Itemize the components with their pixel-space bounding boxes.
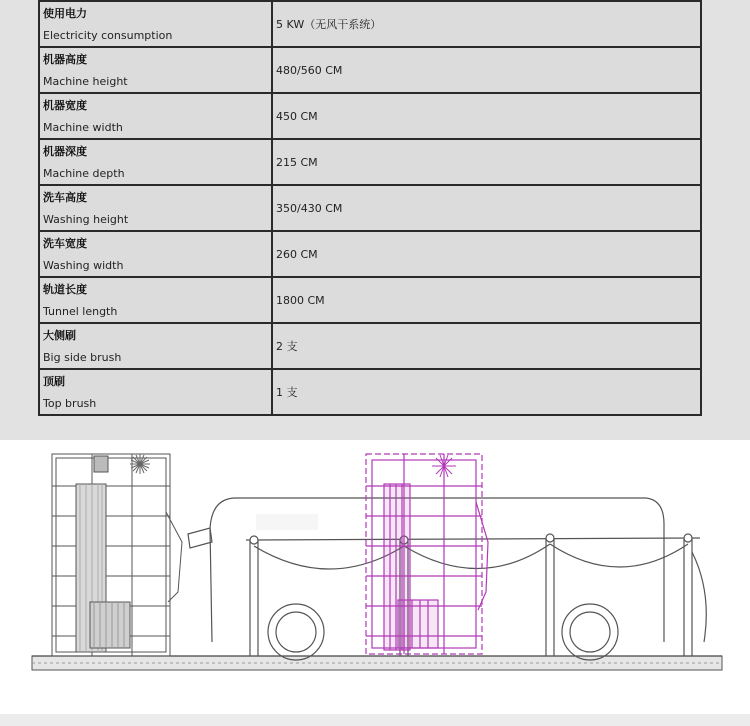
spec-value: 350/430 CM — [272, 185, 701, 231]
spec-row-washing-height — [39, 185, 701, 231]
spec-label — [39, 1, 272, 47]
top-brush-icon — [130, 454, 150, 474]
wash-machine-left — [52, 454, 182, 656]
spec-label-en: Big side brush — [43, 350, 122, 364]
wash-machine-magenta — [366, 454, 488, 654]
spec-label-en: Top brush — [43, 396, 97, 410]
spec-table — [38, 0, 702, 416]
spec-label — [39, 277, 272, 323]
spec-label — [39, 231, 272, 277]
spec-row-big-side-brush — [39, 323, 701, 369]
car-wash-diagram — [0, 442, 750, 726]
spec-value: 450 CM — [272, 93, 701, 139]
spec-value: 215 CM — [272, 139, 701, 185]
spec-label-cn: 机器深度 — [43, 144, 87, 158]
spec-label-en: Washing width — [43, 258, 124, 272]
spec-row-machine-height — [39, 47, 701, 93]
spec-label-cn: 使用电力 — [43, 6, 87, 20]
spec-value: 480/560 CM — [272, 47, 701, 93]
spec-label-en: Tunnel length — [43, 304, 118, 318]
spec-value: 2 支 — [272, 323, 701, 369]
spec-label-en: Washing height — [43, 212, 129, 226]
spec-value: 5 KW（无风干系统） — [272, 1, 701, 47]
spec-label — [39, 139, 272, 185]
spec-label-en: Machine width — [43, 120, 123, 134]
spec-value: 1 支 — [272, 369, 701, 415]
spec-label-cn: 顶刷 — [43, 374, 65, 388]
spec-label-en: Machine height — [43, 74, 128, 88]
top-brush-magenta-icon — [432, 454, 456, 478]
spec-row-electricity — [39, 1, 701, 47]
ground-rail — [32, 656, 722, 670]
spec-label-cn: 机器宽度 — [43, 98, 87, 112]
spec-value: 260 CM — [272, 231, 701, 277]
spec-label — [39, 93, 272, 139]
spec-label-cn: 机器高度 — [43, 52, 87, 66]
bottom-strip — [0, 714, 750, 726]
spec-label-cn: 洗车宽度 — [43, 236, 87, 250]
spec-label — [39, 323, 272, 369]
spec-label-cn: 洗车高度 — [43, 190, 87, 204]
bus-window-patch — [256, 514, 318, 530]
car-wash-drawing — [0, 442, 750, 714]
spec-label-en: Electricity consumption — [43, 28, 173, 42]
spec-label — [39, 369, 272, 415]
spec-label — [39, 47, 272, 93]
spec-row-washing-width — [39, 231, 701, 277]
spec-row-tunnel-length — [39, 277, 701, 323]
spec-label-cn: 大侧刷 — [43, 328, 76, 342]
spec-row-machine-depth — [39, 139, 701, 185]
spec-value: 1800 CM — [272, 277, 701, 323]
spec-row-machine-width — [39, 93, 701, 139]
spec-label-cn: 轨道长度 — [43, 282, 87, 296]
spec-label-en: Machine depth — [43, 166, 125, 180]
spec-row-top-brush — [39, 369, 701, 415]
spec-label — [39, 185, 272, 231]
